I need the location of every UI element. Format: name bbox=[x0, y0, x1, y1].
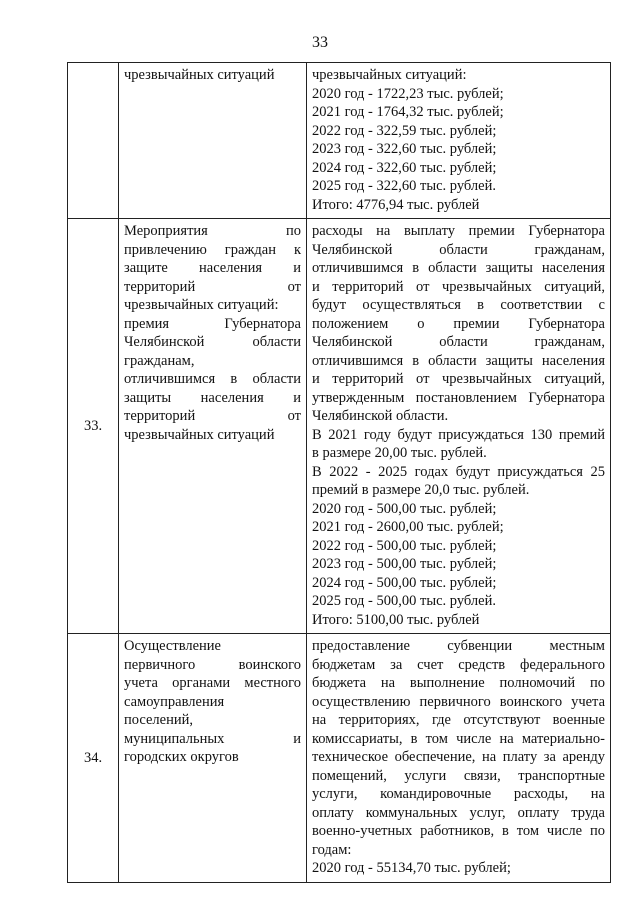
measure-name-line: защите населения и bbox=[124, 260, 301, 276]
measure-description-line: комиссариаты, в том числе на материально- bbox=[312, 730, 605, 747]
measure-description-line: В 2021 году будут присуждаться 130 премий bbox=[312, 426, 605, 443]
measure-description-line: 2025 год - 500,00 тыс. рублей. bbox=[312, 593, 496, 609]
measure-description-line: оплату коммунальных услуг, оплату труда bbox=[312, 804, 605, 821]
measure-description-line: осуществлению первичного воинского учета bbox=[312, 693, 605, 710]
measure-name-line: чрезвычайных ситуаций bbox=[124, 426, 275, 443]
measures-table bbox=[67, 62, 611, 883]
measure-name-line: учета органами местного bbox=[124, 675, 301, 691]
measure-description-line: 2021 год - 2600,00 тыс. рублей; bbox=[312, 519, 504, 535]
row-number: 33. bbox=[68, 219, 119, 634]
measure-description-line: 2020 год - 1722,23 тыс. рублей; bbox=[312, 85, 504, 102]
measure-description-line: в размере 20,00 тыс. рублей. bbox=[312, 445, 487, 461]
measure-description-line: Итого: 4776,94 тыс. рублей bbox=[312, 196, 480, 213]
measure-name-cell bbox=[119, 634, 307, 883]
measure-description-line: 2025 год - 322,60 тыс. рублей. bbox=[312, 178, 496, 194]
measure-description-line: 2020 год - 500,00 тыс. рублей; bbox=[312, 500, 497, 517]
measure-name-line: муниципальных и bbox=[124, 730, 301, 747]
measure-description-line: 2021 год - 1764,32 тыс. рублей; bbox=[312, 104, 504, 120]
measure-description-line: и территорий от чрезвычайных ситуаций, bbox=[312, 371, 605, 387]
measure-description-line: расходы на выплату премии Губернатора bbox=[312, 223, 605, 239]
measure-name-line: Осуществление bbox=[124, 638, 221, 654]
measure-name-line: премия Губернатора bbox=[124, 315, 301, 332]
measure-name-line: отличившимся в области bbox=[124, 371, 301, 387]
measure-description-line: В 2022 - 2025 годах будут присуждаться 25 bbox=[312, 463, 605, 480]
row-number bbox=[68, 63, 119, 219]
measure-name-line: территорий от bbox=[124, 278, 301, 295]
measure-description-line: услуги, командировочные расходы, на bbox=[312, 786, 605, 802]
measure-name-line: чрезвычайных ситуаций bbox=[124, 67, 275, 83]
measure-description-line: предоставление субвенции местным bbox=[312, 638, 605, 654]
measure-description-cell bbox=[307, 63, 611, 219]
measure-description-line: и территорий от чрезвычайных ситуаций, bbox=[312, 278, 605, 295]
measure-name-line: гражданам, bbox=[124, 352, 195, 369]
table-body bbox=[68, 63, 611, 883]
measure-description-line: Челябинской области. bbox=[312, 408, 449, 424]
measure-name-line: привлечению граждан к bbox=[124, 241, 301, 258]
measure-name-line: самоуправления bbox=[124, 693, 225, 710]
table-row bbox=[68, 634, 611, 883]
measure-description-line: на территориях, где отсутствуют военные bbox=[312, 712, 605, 728]
measure-name-line: городских округов bbox=[124, 749, 239, 765]
measure-description-line: военно-учетных работников, в том числе по bbox=[312, 823, 605, 839]
measure-description-line: отличившимся в области защиты населения bbox=[312, 352, 605, 369]
measure-description-line: положением о премии Губернатора bbox=[312, 315, 605, 332]
measure-description-line: 2023 год - 322,60 тыс. рублей; bbox=[312, 141, 497, 157]
measure-description-line: премий в размере 20,0 тыс. рублей. bbox=[312, 482, 530, 498]
page-number: 33 bbox=[312, 34, 328, 51]
measure-name-line: чрезвычайных ситуаций: bbox=[124, 297, 279, 313]
measure-description-line: годам: bbox=[312, 841, 352, 858]
measure-description-line: 2023 год - 500,00 тыс. рублей; bbox=[312, 556, 497, 572]
measure-description-line: отличившимся в области защиты населения bbox=[312, 260, 605, 276]
measure-description-line: помещений, услуги связи, транспортные bbox=[312, 767, 605, 784]
measure-description-line: Челябинской области гражданам, bbox=[312, 334, 605, 350]
measure-name-line: защиты населения и bbox=[124, 389, 301, 406]
measure-description-line: утвержденным постановлением Губернатора bbox=[312, 389, 605, 406]
measure-description-line: Итого: 5100,00 тыс. рублей bbox=[312, 611, 480, 628]
measure-description-line: чрезвычайных ситуаций: bbox=[312, 67, 467, 83]
measure-name-line: Мероприятия по bbox=[124, 223, 301, 239]
measure-name-line: первичного воинского bbox=[124, 656, 301, 673]
measure-description-line: бюджета на выполнение полномочий по bbox=[312, 675, 605, 691]
measure-description-line: 2022 год - 500,00 тыс. рублей; bbox=[312, 537, 497, 554]
measure-description-line: 2020 год - 55134,70 тыс. рублей; bbox=[312, 860, 511, 876]
measure-description-line: техническое обеспечение, на плату за аренду bbox=[312, 749, 605, 765]
measure-description-line: будут осуществляться в соответствии с bbox=[312, 297, 605, 313]
measure-description-line: 2022 год - 322,59 тыс. рублей; bbox=[312, 122, 497, 139]
measure-name-line: поселений, bbox=[124, 712, 193, 728]
measure-name-cell bbox=[119, 63, 307, 219]
measure-name-cell bbox=[119, 219, 307, 634]
measure-description-line: Челябинской области гражданам, bbox=[312, 241, 605, 258]
table-row bbox=[68, 63, 611, 219]
measure-description-line: 2024 год - 322,60 тыс. рублей; bbox=[312, 159, 497, 176]
measure-description-cell bbox=[307, 634, 611, 883]
table-row bbox=[68, 219, 611, 634]
measure-name-line: Челябинской области bbox=[124, 334, 301, 350]
measure-description-cell bbox=[307, 219, 611, 634]
row-number: 34. bbox=[68, 634, 119, 883]
measure-description-line: 2024 год - 500,00 тыс. рублей; bbox=[312, 574, 497, 591]
measure-description-line: бюджетам за счет средств федерального bbox=[312, 656, 605, 673]
measure-name-line: территорий от bbox=[124, 408, 301, 424]
